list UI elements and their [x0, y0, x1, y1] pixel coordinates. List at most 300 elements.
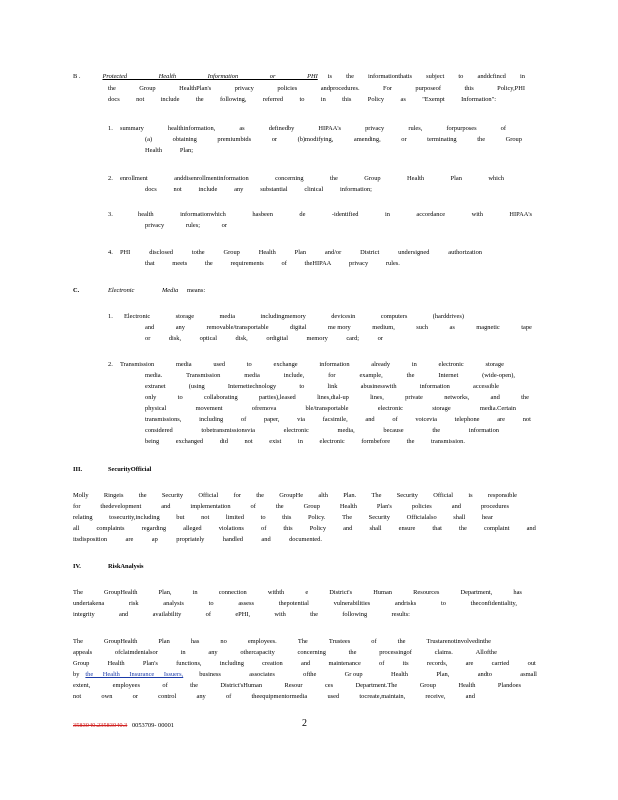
word: already: [371, 361, 391, 368]
word: of: [250, 503, 256, 510]
word: including: [199, 416, 224, 423]
word: its: [402, 660, 409, 667]
word: procedures: [480, 503, 509, 510]
word: rules;: [185, 222, 201, 229]
word: anddcfincd: [477, 73, 506, 80]
word: Human: [373, 589, 393, 596]
word: and: [343, 525, 353, 532]
word: Trustarenotinvolvedinthe: [426, 638, 491, 645]
word: the: [275, 503, 284, 510]
word: privacy: [365, 125, 385, 132]
word: documented.: [289, 536, 322, 543]
word: not: [522, 416, 531, 423]
word: appeals: [73, 649, 93, 656]
word: Plandoes: [497, 682, 521, 689]
word: theequipmentormedia: [251, 693, 308, 700]
word: policies: [411, 503, 432, 510]
word: (a): [145, 136, 153, 143]
word: docs: [108, 96, 120, 103]
word: ensure: [398, 525, 416, 532]
word: Plan: [294, 249, 307, 256]
word: storage: [175, 313, 195, 320]
word: formbefore: [361, 438, 391, 445]
b-item-1-line-2: [145, 136, 522, 144]
word: paper,: [263, 416, 280, 423]
word: thedevelopment: [100, 503, 142, 510]
word: ap: [151, 536, 158, 543]
word: authorization: [448, 249, 482, 256]
word: not: [201, 514, 210, 521]
b-item-3-line-1: [138, 211, 532, 219]
word: de: [299, 211, 306, 218]
word: devicesin: [331, 313, 356, 320]
word: othercapacity: [240, 649, 275, 656]
word: out: [527, 660, 536, 667]
document-footer: [73, 722, 174, 730]
word: the: [329, 175, 338, 182]
word: shall: [453, 514, 466, 521]
word: in: [192, 589, 198, 596]
word: exchange: [273, 361, 298, 368]
word: any: [208, 649, 218, 656]
word: networks,: [444, 394, 470, 401]
word: link: [327, 383, 338, 390]
word: Plan: [158, 638, 170, 645]
word: rules,: [408, 125, 423, 132]
section-iv-numeral: IV.: [73, 563, 81, 570]
word: Policy: [367, 96, 385, 103]
word: subject: [426, 73, 445, 80]
word: the: [406, 438, 415, 445]
word: The: [371, 492, 382, 499]
word: in: [320, 96, 326, 103]
word: and: [119, 611, 129, 618]
word: privacy: [349, 260, 369, 267]
word: rules.: [385, 260, 400, 267]
word: in: [180, 649, 186, 656]
word: responsible: [487, 492, 517, 499]
word: computers: [380, 313, 408, 320]
word: include: [198, 186, 218, 193]
c-item-2-line-7: [145, 427, 499, 435]
word: used: [327, 693, 340, 700]
word: of: [205, 611, 211, 618]
word: or: [132, 693, 138, 700]
word: as: [239, 125, 245, 132]
word: storage: [432, 405, 451, 412]
word: which: [488, 175, 504, 182]
word: voicevia: [415, 416, 437, 423]
word: media.: [145, 372, 163, 379]
word: including: [219, 660, 244, 667]
section-c-means: means:: [187, 287, 206, 294]
word: carried: [491, 660, 510, 667]
word: Information":: [461, 96, 496, 103]
word: the: [406, 372, 415, 379]
word: theHIPAA: [304, 260, 332, 267]
word: ofclaimdenialsor: [114, 649, 158, 656]
word: is: [327, 73, 332, 80]
word: considered: [145, 427, 173, 434]
word: via: [297, 416, 305, 423]
word: The: [342, 514, 353, 521]
word: business: [199, 671, 221, 678]
health-insurance-issuers-link[interactable]: the Health Insurance Issuers,: [85, 671, 184, 678]
word: shall: [369, 525, 382, 532]
section-b-line-3: [108, 96, 496, 104]
word: of: [379, 660, 385, 667]
word: accessible: [473, 383, 499, 390]
word: Internettechnology: [227, 383, 277, 390]
section-iv-para2-line-2: [73, 649, 497, 657]
para2-line-4-rest: [199, 671, 537, 679]
b-item-2-num: 2.: [108, 175, 113, 182]
word: alth: [318, 492, 328, 499]
word: Group: [419, 682, 437, 689]
word: informationthatis: [368, 73, 413, 80]
word: The: [297, 638, 308, 645]
section-b-line-1-rest: [328, 73, 525, 81]
word: The: [73, 638, 83, 645]
word: the: [346, 73, 354, 80]
section-iii-line-1: [73, 492, 517, 500]
word: maintenance: [328, 660, 361, 667]
word: the: [195, 96, 204, 103]
word: ofthe: [303, 671, 317, 678]
word: complaint: [483, 525, 510, 532]
word: in: [411, 361, 417, 368]
b-item-2-line-1: [120, 175, 504, 183]
word: HIPAA's: [509, 211, 532, 218]
word: extent,: [73, 682, 91, 689]
section-iii-numeral: III.: [73, 466, 83, 473]
word: records,: [426, 660, 448, 667]
word: Security: [161, 492, 184, 499]
word: docs: [145, 186, 157, 193]
word: ble/transportable: [305, 405, 349, 412]
word: Trustees: [328, 638, 351, 645]
word: include: [160, 96, 180, 103]
para2-by-word: by: [73, 671, 80, 678]
word: the: [108, 85, 116, 92]
b-item-2-line-2: [145, 186, 372, 194]
word: of: [281, 260, 287, 267]
word: obtaining: [172, 136, 197, 143]
b-item-1-line-3: [145, 147, 193, 155]
word: Health: [339, 503, 357, 510]
word: and: [301, 660, 311, 667]
word: information;: [339, 186, 372, 193]
word: transmission.: [431, 438, 465, 445]
word: of: [240, 416, 247, 423]
footer-doc-id: 0053709- 00001: [131, 722, 175, 729]
b-item-1-num: 1.: [108, 125, 113, 132]
word: did: [219, 438, 228, 445]
word: lines,dial-up: [317, 394, 349, 401]
word: Ringeis: [103, 492, 124, 499]
word: disk,: [235, 335, 248, 342]
word: informationwhich: [180, 211, 226, 218]
word: Plan;: [179, 147, 193, 154]
word: lines,: [370, 394, 384, 401]
c-item-1-line-3: [145, 335, 383, 343]
word: not: [73, 693, 82, 700]
word: are: [497, 416, 506, 423]
word: of: [392, 416, 398, 423]
word: regarding: [141, 525, 167, 532]
word: creation: [262, 660, 283, 667]
word: substantial: [260, 186, 288, 193]
word: clinical: [304, 186, 324, 193]
word: are: [125, 536, 134, 543]
word: availability: [152, 611, 182, 618]
word: the: [459, 525, 467, 532]
word: tobetransmissionsvia: [201, 427, 255, 434]
word: vulnerabilities: [333, 600, 371, 607]
word: and: [451, 503, 461, 510]
word: Group: [139, 85, 156, 92]
word: physical: [145, 405, 167, 412]
word: and: [365, 416, 375, 423]
word: Security: [368, 514, 390, 521]
word: include,: [283, 372, 305, 379]
word: are: [465, 660, 474, 667]
section-c-letter: C.: [73, 287, 80, 294]
word: own: [101, 693, 113, 700]
word: Health: [107, 660, 125, 667]
word: for: [73, 503, 81, 510]
word: Group: [364, 175, 381, 182]
word: the: [256, 492, 264, 499]
page-number: 2: [302, 718, 307, 729]
word: Plan's: [376, 503, 392, 510]
word: Department.The: [355, 682, 398, 689]
word: not: [244, 438, 253, 445]
word: or: [221, 222, 227, 229]
word: transmissions,: [145, 416, 182, 423]
word: to: [440, 600, 446, 607]
word: handled: [222, 536, 243, 543]
section-iv-para2-line-4: [73, 671, 537, 679]
word: any: [196, 693, 206, 700]
word: Plan: [450, 175, 462, 182]
word: and: [465, 693, 475, 700]
c-item-2-line-8: [145, 438, 465, 446]
word: with: [274, 611, 286, 618]
word: electronic: [438, 361, 464, 368]
word: parties),leased: [259, 394, 296, 401]
section-iii-line-5: [73, 536, 322, 544]
word: andprocedures.: [320, 85, 360, 92]
word: to: [299, 96, 305, 103]
word: this: [464, 85, 474, 92]
word: GroupHealth: [104, 589, 138, 596]
word: the: [397, 638, 406, 645]
word: for: [328, 372, 336, 379]
section-iv-para2-line-1: [73, 638, 491, 646]
word: includingmemory: [260, 313, 306, 320]
word: receive,: [425, 693, 446, 700]
word: concerning: [275, 175, 304, 182]
word: Gr oup: [344, 671, 363, 678]
section-iii-line-3: [73, 514, 493, 522]
word: andto: [477, 671, 492, 678]
word: exchanged: [175, 438, 204, 445]
word: media,: [337, 427, 355, 434]
word: information: [419, 383, 450, 390]
word: accordance: [416, 211, 446, 218]
word: The: [73, 589, 83, 596]
word: employees.: [247, 638, 277, 645]
word: associates: [249, 671, 275, 678]
word: tosecurity,including: [109, 514, 160, 521]
word: movement: [195, 405, 223, 412]
word: Policy,PHI: [497, 85, 525, 92]
word: Policy: [309, 525, 327, 532]
word: e: [305, 589, 309, 596]
word: GroupHe: [279, 492, 304, 499]
word: in: [297, 438, 303, 445]
word: integrity: [73, 611, 95, 618]
word: Transmission: [186, 372, 221, 379]
word: that: [432, 525, 442, 532]
word: amending,: [353, 136, 381, 143]
word: memory: [306, 335, 328, 342]
word: relating: [73, 514, 93, 521]
section-iii-line-2: [73, 503, 509, 511]
word: Health: [407, 175, 425, 182]
word: District: [360, 249, 380, 256]
word: hasbeen: [252, 211, 273, 218]
word: assess: [238, 600, 254, 607]
word: of: [371, 638, 377, 645]
word: medium,: [372, 324, 395, 331]
word: -identified: [331, 211, 359, 218]
word: and: [145, 324, 155, 331]
word: collaborating: [203, 394, 238, 401]
c-item-1-line-1: [124, 313, 464, 321]
word: card;: [346, 335, 360, 342]
word: only: [145, 394, 157, 401]
word: requirements: [230, 260, 264, 267]
c-item-1-num: 1.: [108, 313, 113, 320]
word: digital: [290, 324, 307, 331]
word: withth: [267, 589, 285, 596]
word: Molly: [73, 492, 89, 499]
word: no: [220, 638, 227, 645]
word: summary: [120, 125, 144, 132]
word: For: [383, 85, 392, 92]
word: Policy.: [308, 514, 326, 521]
word: Plan,: [436, 671, 450, 678]
word: has: [190, 638, 200, 645]
word: forpurposes: [446, 125, 477, 132]
word: tothe: [191, 249, 205, 256]
b-item-4-num: 4.: [108, 249, 113, 256]
section-b-line-2: [108, 85, 525, 93]
section-iv-para2-line-5: [73, 682, 521, 690]
word: hear: [481, 514, 493, 521]
c-item-2-line-4: [145, 394, 529, 402]
word: such: [416, 324, 428, 331]
word: implementation: [190, 503, 231, 510]
word: or: [377, 335, 383, 342]
word: alleged: [183, 525, 202, 532]
word: the: [348, 649, 357, 656]
word: Security: [396, 492, 418, 499]
word: to: [458, 73, 464, 80]
word: healthinformation,: [167, 125, 216, 132]
word: me mory: [327, 324, 351, 331]
word: to: [177, 394, 183, 401]
word: Health: [258, 249, 276, 256]
word: information: [468, 427, 499, 434]
word: magnetic: [476, 324, 500, 331]
word: anddisenrollmentinformation: [174, 175, 249, 182]
word: that: [145, 260, 155, 267]
word: has: [513, 589, 522, 596]
word: and: [490, 394, 500, 401]
c-item-2-line-2: [145, 372, 515, 380]
section-iii-line-4: [73, 525, 536, 533]
word: the: [310, 611, 318, 618]
word: the: [521, 394, 529, 401]
word: of: [261, 525, 267, 532]
word: with: [471, 211, 483, 218]
word: terminating: [427, 136, 457, 143]
word: processingof: [379, 649, 412, 656]
c-item-2-line-6: [145, 416, 531, 424]
word: following,: [220, 96, 247, 103]
word: in: [519, 73, 525, 80]
word: HIPAA's: [318, 125, 341, 132]
word: being: [145, 438, 160, 445]
word: violations: [218, 525, 244, 532]
word: disclosed: [149, 249, 173, 256]
word: employees: [112, 682, 140, 689]
word: "Exempt: [422, 96, 445, 103]
word: Official: [198, 492, 219, 499]
word: in: [384, 211, 390, 218]
word: purposeof: [415, 85, 441, 92]
word: Plan,: [158, 589, 172, 596]
word: complaints: [96, 525, 125, 532]
word: Plan's: [142, 660, 158, 667]
word: Group: [303, 503, 320, 510]
word: following: [342, 611, 368, 618]
b-item-4-line-1: [120, 249, 482, 257]
word: the: [477, 136, 486, 143]
c-item-2-line-1: [120, 361, 504, 369]
word: and: [526, 525, 536, 532]
word: electronic: [319, 438, 345, 445]
word: ePHI,: [235, 611, 251, 618]
word: Health: [390, 671, 409, 678]
word: and: [161, 503, 171, 510]
word: (harddrives): [432, 313, 464, 320]
word: Resour: [284, 682, 303, 689]
word: limited: [225, 514, 244, 521]
b-item-3-line-2: [145, 222, 227, 230]
word: the: [432, 427, 441, 434]
word: District's: [329, 589, 353, 596]
word: and: [261, 536, 271, 543]
footer-struck-doc-id: 3583040.23583040.3: [73, 722, 128, 729]
word: ofremova: [251, 405, 277, 412]
word: health: [138, 211, 154, 218]
word: Allofthe: [475, 649, 497, 656]
section-iv-para1-line-2: [73, 600, 517, 608]
